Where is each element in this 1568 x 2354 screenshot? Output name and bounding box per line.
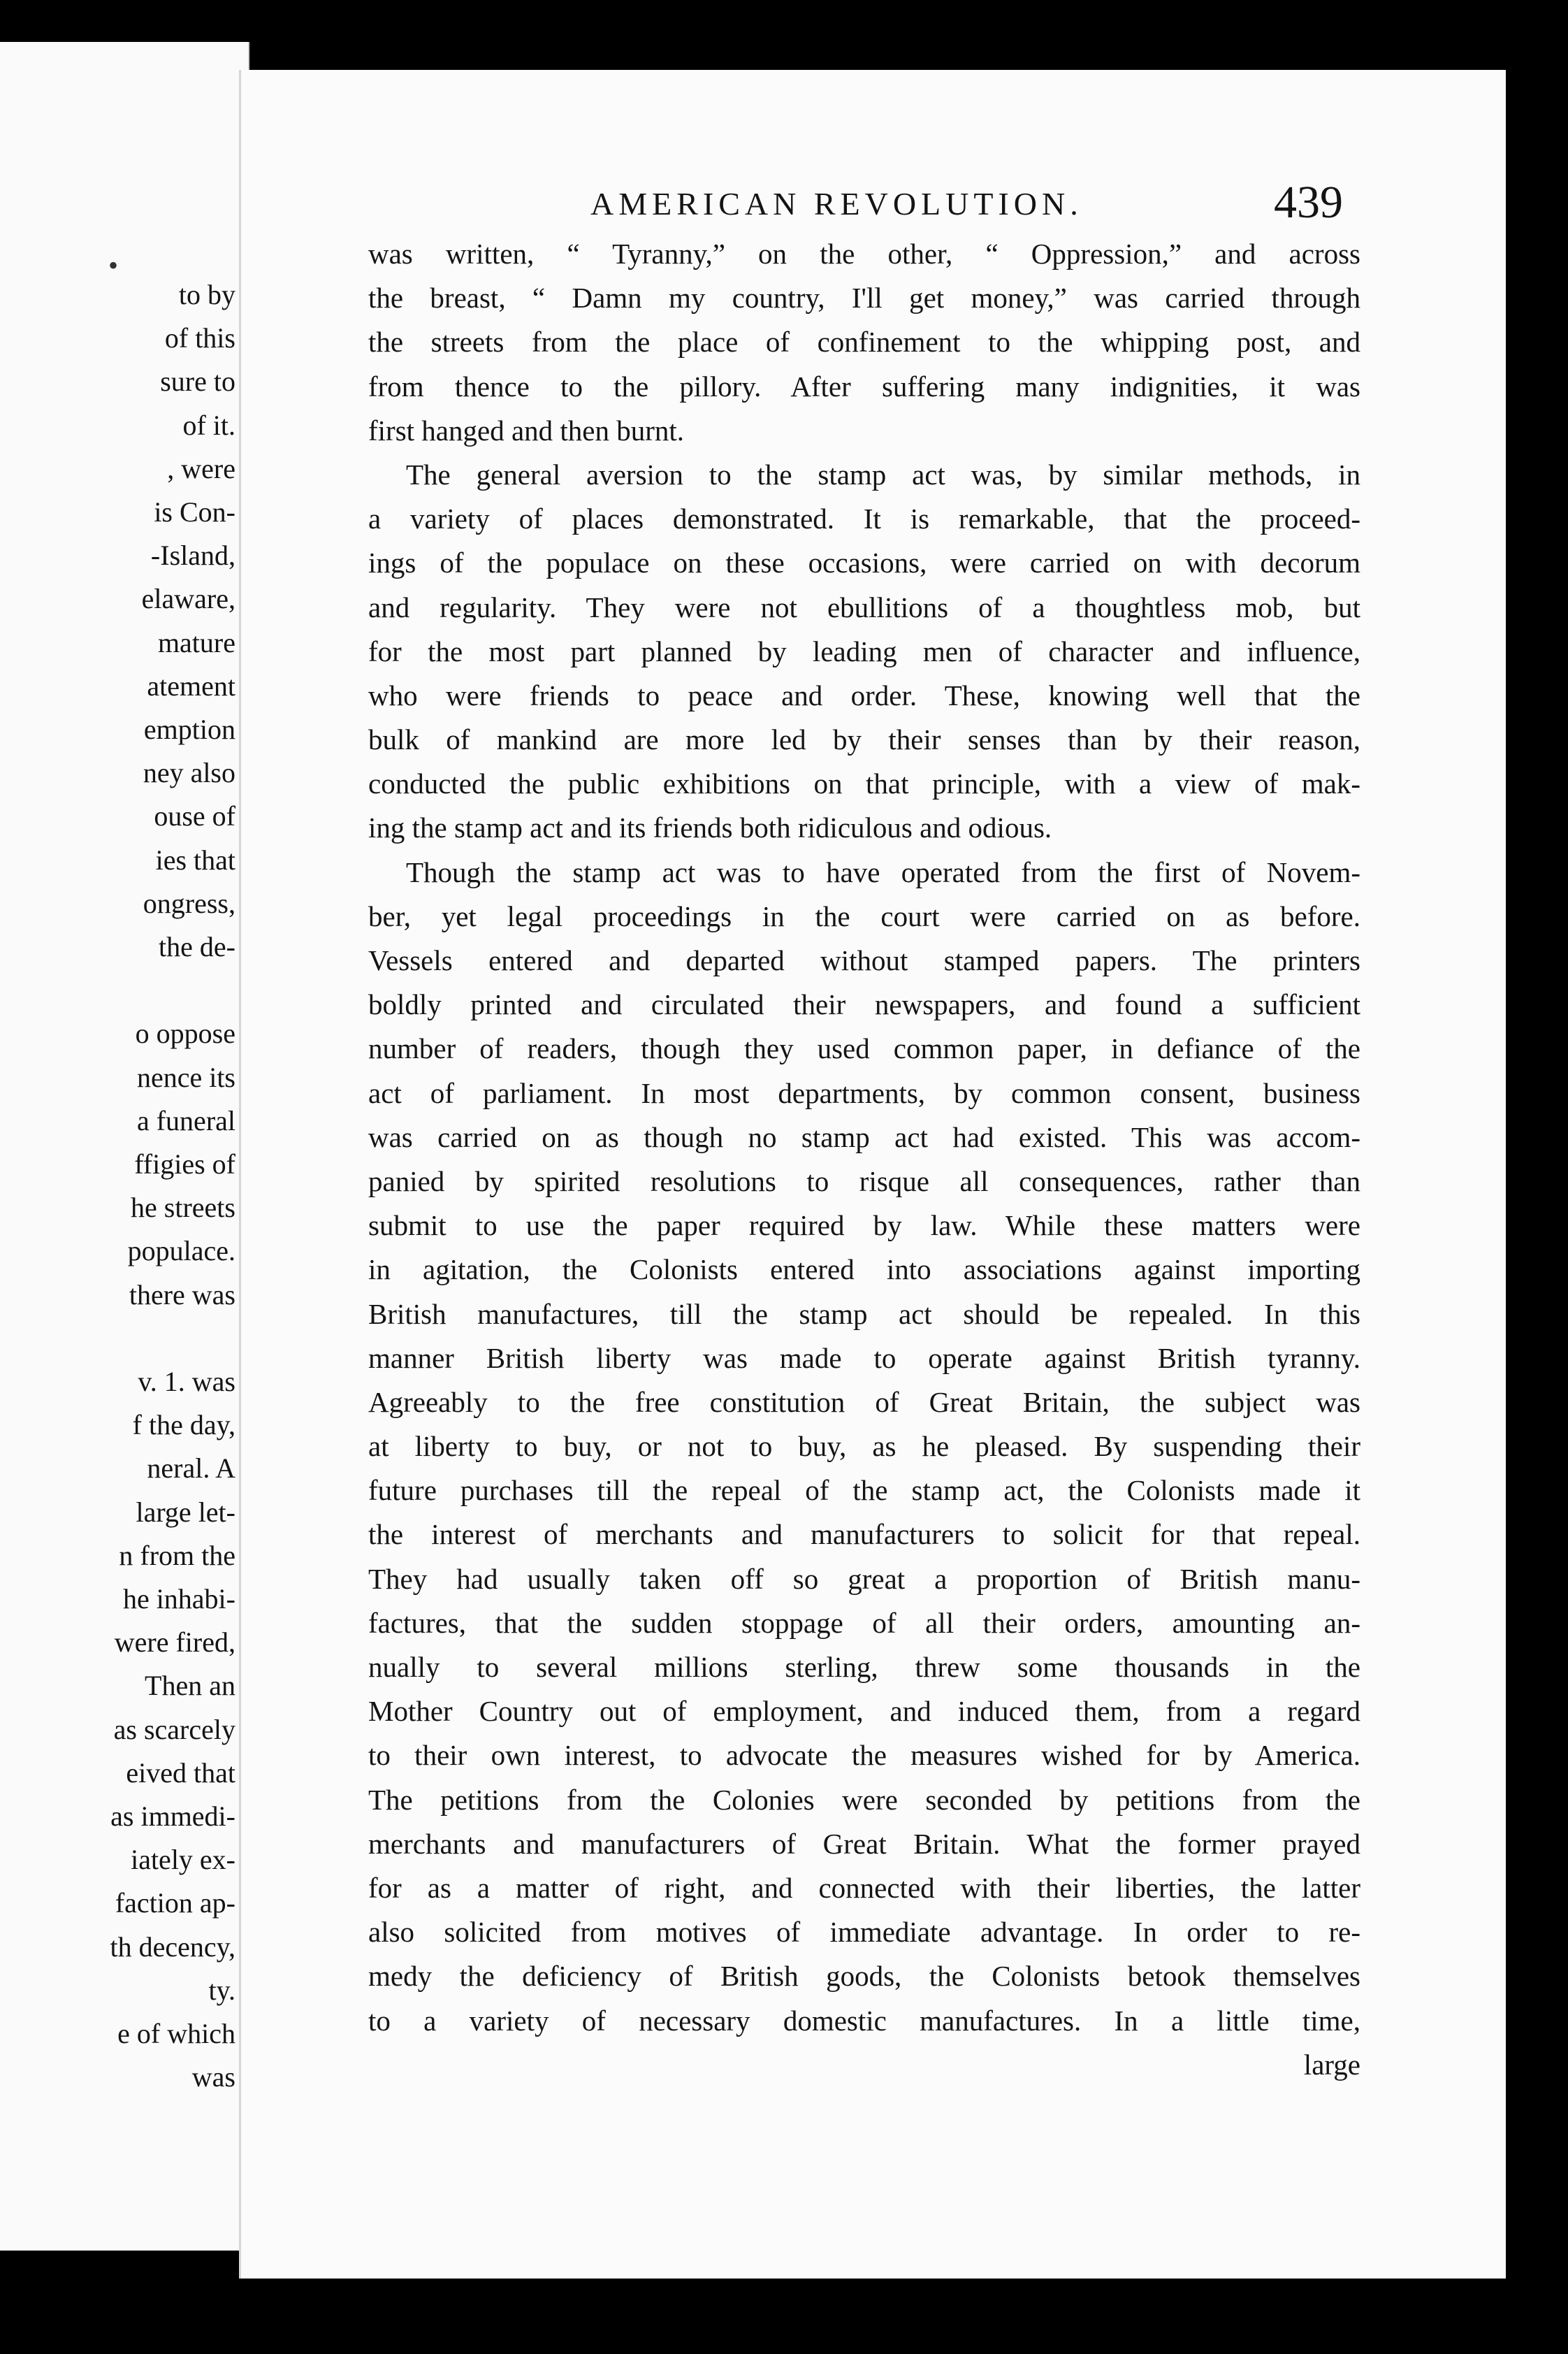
text-line: was written, “ Tyranny,” on the other, “ Oppression,” and across xyxy=(368,238,1360,270)
previous-page-fragment: th decency, xyxy=(110,1930,235,1963)
book-page xyxy=(239,70,1506,2279)
text-line: and regularity. They were not ebullitions of a thoughtless mob, but xyxy=(368,591,1360,623)
previous-page-fragment: atement xyxy=(147,670,235,702)
text-line: to a variety of necessary domestic manufactures. In a little time, xyxy=(368,2004,1360,2037)
text-line: first hanged and then burnt. xyxy=(368,414,685,447)
previous-page-fragment: as immedi- xyxy=(110,1800,235,1832)
text-line: who were friends to peace and order. These, knowing well that the xyxy=(368,679,1360,712)
text-line: Vessels entered and departed without stamped papers. The printers xyxy=(368,944,1360,976)
text-line: Agreeably to the free constitution of Great Britain, the subject was xyxy=(368,1385,1360,1418)
previous-page-fragment: the de- xyxy=(159,931,235,962)
text-line: conducted the public exhibitions on that principle, with a view of mak- xyxy=(368,767,1360,800)
text-line: to their own interest, to advocate the measures wished for by America. xyxy=(368,1739,1360,1772)
previous-page-fragment: emption xyxy=(143,714,235,745)
text-line: ber, yet legal proceedings in the court were carried on as before. xyxy=(368,900,1360,932)
text-line: for as a matter of right, and connected with their liberties, the latter xyxy=(368,1871,1360,1904)
text-line: They had usually taken off so great a proportion of British manu- xyxy=(368,1562,1360,1595)
previous-page-fragment: were fired, xyxy=(114,1626,235,1659)
previous-page-fragment: there was xyxy=(129,1278,235,1310)
text-line: a variety of places demonstrated. It is remarkable, that the proceed- xyxy=(368,503,1360,535)
previous-page-fragment: elaware, xyxy=(141,583,235,615)
text-line: bulk of mankind are more led by their senses than by their reason, xyxy=(368,723,1360,756)
previous-page-fragment: nence its xyxy=(136,1061,235,1093)
text-line: future purchases till the repeal of the stamp act, the Colonists made it xyxy=(368,1474,1360,1507)
text-line: for the most part planned by leading men of character and influence, xyxy=(368,635,1360,667)
previous-page-fragment: e of which xyxy=(117,2018,235,2049)
previous-page-fragment: of it. xyxy=(182,409,235,441)
text-line: The petitions from the Colonies were seconded by petitions from the xyxy=(368,1783,1360,1816)
stray-mark: • xyxy=(108,250,119,281)
previous-page-fragment: f the day, xyxy=(132,1409,235,1441)
previous-page-fragment: populace. xyxy=(127,1235,235,1267)
text-line: in agitation, the Colonists entered into associations against importing xyxy=(368,1253,1360,1286)
text-line: the interest of merchants and manufacturers to solicit for that repeal. xyxy=(368,1518,1360,1551)
previous-page-fragment: a funeral xyxy=(136,1104,235,1136)
previous-page-fragment: of this xyxy=(164,322,235,354)
text-line: at liberty to buy, or not to buy, as he pleased. By suspending their xyxy=(368,1430,1360,1463)
text-line: ings of the populace on these occasions, were carried on with decorum xyxy=(368,547,1360,579)
text-line: the streets from the place of confinement to the whipping post, and xyxy=(368,326,1360,359)
previous-page-fragment: ty. xyxy=(208,1974,235,2006)
previous-page-fragment: sure to xyxy=(160,366,235,398)
text-line: ing the stamp act and its friends both ridiculous and odious. xyxy=(368,811,1052,844)
previous-page-fragment: ney also xyxy=(143,757,235,789)
previous-page-edge xyxy=(0,42,249,2251)
previous-page-fragment: eived that xyxy=(126,1756,235,1789)
text-line: Mother Country out of employment, and induced them, from a regard xyxy=(368,1695,1360,1728)
catchword: large xyxy=(1303,2048,1360,2081)
previous-page-fragment: ouse of xyxy=(154,800,235,832)
previous-page-fragment: he inhabi- xyxy=(122,1583,235,1615)
previous-page-fragment: faction ap- xyxy=(115,1887,235,1919)
text-line: panied by spirited resolutions to risque all consequences, rather than xyxy=(368,1164,1360,1197)
previous-page-fragment: as scarcely xyxy=(113,1713,235,1745)
text-line: factures, that the sudden stoppage of all their orders, amounting an- xyxy=(368,1606,1360,1639)
previous-page-fragment: large let- xyxy=(136,1496,235,1528)
previous-page-fragment: n from the xyxy=(119,1539,235,1571)
previous-page-fragment: he streets xyxy=(131,1192,235,1224)
text-line: The general aversion to the stamp act was, by similar methods, in xyxy=(406,458,1360,491)
text-line: the breast, “ Damn my country, I'll get money,” was carried through xyxy=(368,282,1360,315)
body-text xyxy=(368,232,1360,2087)
text-line: boldly printed and circulated their newspapers, and found a sufficient xyxy=(368,988,1360,1021)
previous-page-fragment: iately ex- xyxy=(131,1844,235,1876)
running-header: AMERICAN REVOLUTION. xyxy=(590,186,1083,222)
previous-page-fragment: ffigies of xyxy=(134,1148,235,1180)
text-line: also solicited from motives of immediate advantage. In order to re- xyxy=(368,1916,1360,1949)
text-line: was carried on as though no stamp act had existed. This was accom- xyxy=(368,1120,1360,1153)
page-number: 439 xyxy=(1274,177,1343,228)
previous-page-fragment: , were xyxy=(167,452,235,484)
previous-page-fragment: o oppose xyxy=(135,1018,235,1050)
text-line: nually to several millions sterling, threw some thousands in the xyxy=(368,1651,1360,1683)
previous-page-fragment: neral. A xyxy=(147,1452,235,1485)
text-line: British manufactures, till the stamp act should be repealed. In this xyxy=(368,1297,1360,1330)
text-line: number of readers, though they used common paper, in defiance of the xyxy=(368,1032,1360,1065)
previous-page-fragment: mature xyxy=(157,626,235,658)
previous-page-fragment: -Island, xyxy=(150,540,235,572)
text-line: from thence to the pillory. After suffering many indignities, it was xyxy=(368,370,1360,403)
previous-page-fragment: was xyxy=(191,2061,235,2093)
previous-page-fragment: v. 1. was xyxy=(138,1366,235,1397)
previous-page-fragment: Then an xyxy=(145,1670,235,1702)
text-line: manner British liberty was made to operate against British tyranny. xyxy=(368,1341,1360,1374)
text-line: Though the stamp act was to have operated from the first of Novem- xyxy=(406,855,1360,888)
previous-page-fragment: ies that xyxy=(155,844,235,876)
text-line: merchants and manufacturers of Great Britain. What the former prayed xyxy=(368,1827,1360,1860)
previous-page-fragment: to by xyxy=(178,279,235,310)
text-line: medy the deficiency of British goods, the Colonists betook themselves xyxy=(368,1960,1360,1993)
previous-page-fragment: is Con- xyxy=(154,496,235,528)
text-line: submit to use the paper required by law. While these matters were xyxy=(368,1209,1360,1242)
text-line: act of parliament. In most departments, by common consent, business xyxy=(368,1076,1360,1109)
previous-page-fragment: ongress, xyxy=(143,887,235,919)
